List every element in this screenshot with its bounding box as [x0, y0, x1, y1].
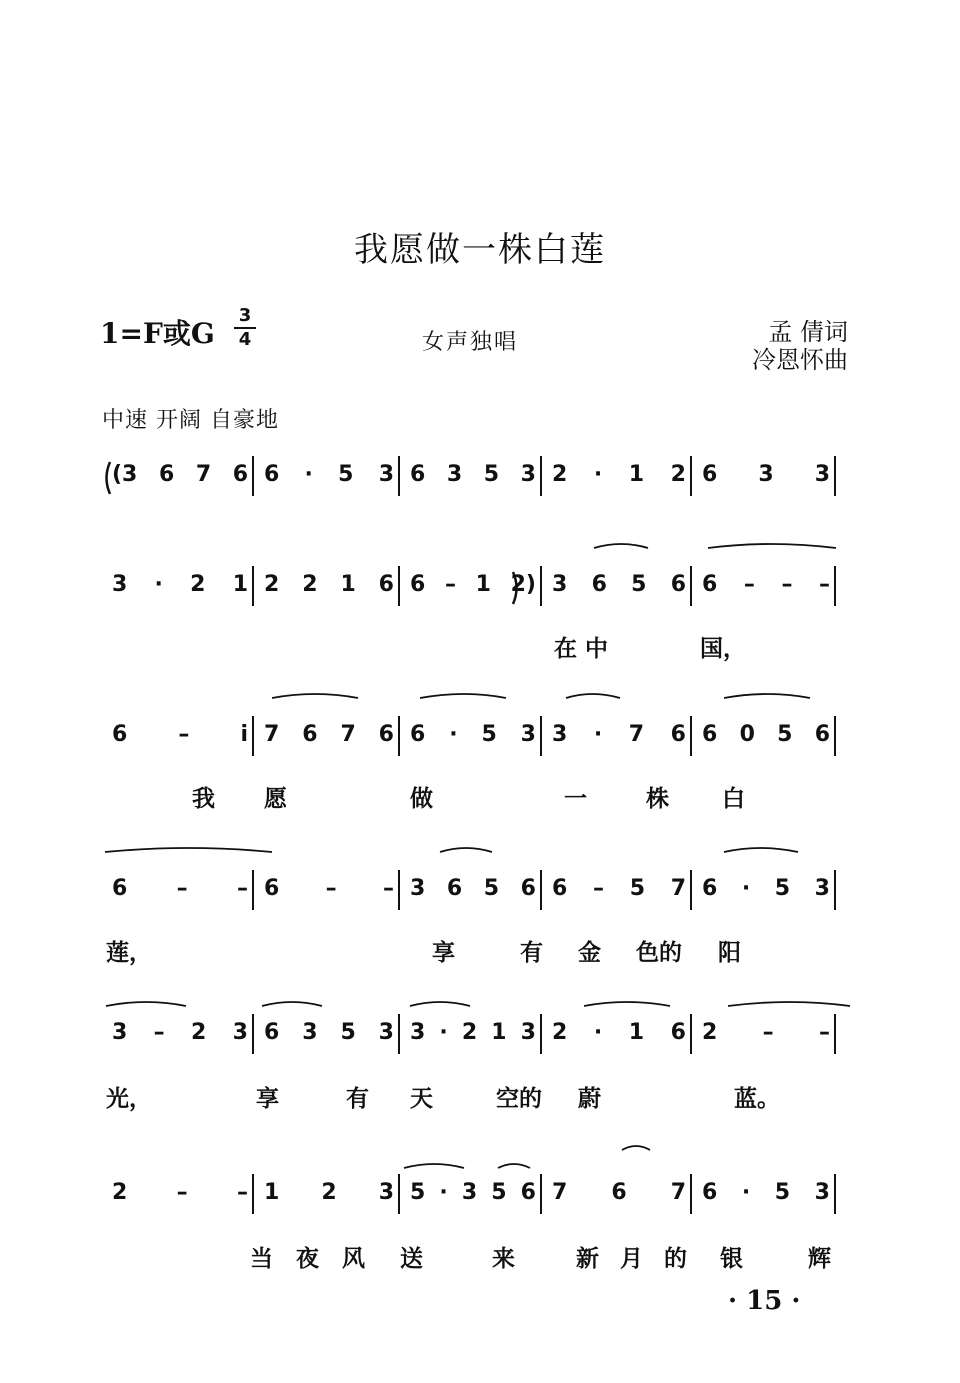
- note: 6: [410, 462, 426, 487]
- note: 6: [552, 876, 568, 901]
- note: 6: [264, 1020, 280, 1045]
- lyric-syllable: 天: [410, 1086, 433, 1112]
- lyric-syllable: 送: [400, 1246, 423, 1272]
- note: 3: [232, 1020, 248, 1045]
- note: 2: [264, 572, 280, 597]
- note: ·: [593, 462, 603, 487]
- note: ·: [439, 1020, 448, 1045]
- note: 3: [378, 462, 394, 487]
- note: ·: [449, 722, 458, 747]
- lyric-syllable: 光，: [106, 1086, 152, 1112]
- lyric-syllable: 白: [722, 786, 745, 812]
- note: –: [781, 572, 793, 597]
- note: 2: [321, 1180, 337, 1205]
- note: 6: [264, 876, 280, 901]
- note: –: [819, 1020, 830, 1045]
- note: 2): [510, 572, 536, 597]
- note: 6: [670, 722, 686, 747]
- note: 3: [378, 1180, 394, 1205]
- note: 6: [591, 572, 607, 597]
- note: 6: [702, 876, 718, 901]
- note: 7: [195, 462, 212, 487]
- note: 6: [112, 876, 128, 901]
- bracket-open: [107, 462, 111, 494]
- note: 3: [520, 1020, 536, 1045]
- note: 2: [461, 1020, 478, 1045]
- note: 3: [814, 876, 830, 901]
- lyric-syllable: 的: [664, 1246, 687, 1272]
- note: 6: [264, 462, 280, 487]
- note: 6: [410, 572, 426, 597]
- lyric-syllable: 风: [342, 1246, 365, 1272]
- note: 3: [814, 462, 830, 487]
- lyric-syllable: 我: [192, 786, 215, 812]
- lyric-syllable: 当: [250, 1246, 273, 1272]
- note: ·: [304, 462, 313, 487]
- note: 1: [340, 572, 356, 597]
- note: 5: [483, 876, 500, 901]
- note: 2: [552, 1020, 568, 1045]
- note: 3: [378, 1020, 394, 1045]
- note: 1: [475, 572, 491, 597]
- lyric-syllable: 有: [346, 1086, 369, 1112]
- lyric-syllable: 蔚: [578, 1086, 601, 1112]
- note: 6: [378, 722, 394, 747]
- note: i: [240, 722, 248, 747]
- note: 3: [814, 1180, 830, 1205]
- note: 2: [670, 462, 686, 487]
- key-signature: 1=F或G: [100, 317, 215, 350]
- note: 2: [191, 1020, 207, 1045]
- note: 1: [491, 1020, 507, 1045]
- lyric-syllable: 色的: [636, 940, 682, 966]
- note: –: [819, 572, 830, 597]
- note: 2: [190, 572, 206, 597]
- note: 3: [410, 876, 426, 901]
- note: –: [237, 876, 248, 901]
- note: 3: [112, 1020, 128, 1045]
- note: 6: [112, 722, 128, 747]
- note: 5: [631, 572, 647, 597]
- note: –: [153, 1020, 165, 1045]
- note: 6: [520, 876, 536, 901]
- note: –: [593, 876, 604, 901]
- note: 6: [702, 572, 718, 597]
- lyric-syllable: 享: [432, 940, 455, 966]
- note: 3: [302, 1020, 318, 1045]
- note: 5: [410, 1180, 426, 1205]
- note: 6: [520, 1180, 536, 1205]
- lyric-syllable: 在 中: [554, 636, 609, 662]
- note: 1: [628, 1020, 645, 1045]
- note: 2: [552, 462, 568, 487]
- lyric-syllable: 蓝。: [734, 1086, 780, 1112]
- lyric-syllable: 来: [492, 1246, 515, 1272]
- note: 6: [670, 572, 686, 597]
- slurs: [105, 544, 850, 1168]
- lyric-syllable: 新: [576, 1246, 599, 1272]
- note: 5: [774, 1180, 791, 1205]
- song-title: 我愿做一株白莲: [354, 230, 606, 270]
- note: 3: [552, 572, 568, 597]
- note: 7: [628, 722, 645, 747]
- note: 2: [112, 1180, 128, 1205]
- note: 6: [702, 462, 718, 487]
- note: 7: [264, 722, 280, 747]
- performance-type: 女声独唱: [422, 330, 519, 355]
- note: –: [176, 1180, 188, 1205]
- page-number: · 15 ·: [728, 1286, 801, 1316]
- time-signature-top: 3: [238, 305, 252, 326]
- note: 6: [158, 462, 175, 487]
- note: 3: [552, 722, 568, 747]
- composer-credit: 冷恩怀曲: [752, 346, 848, 374]
- note: 3: [758, 462, 774, 487]
- note: –: [176, 876, 188, 901]
- note: 3: [446, 462, 463, 487]
- note: 7: [552, 1180, 568, 1205]
- note: 7: [670, 876, 686, 901]
- lyric-syllable: 空的: [496, 1086, 542, 1112]
- note: 5: [481, 722, 497, 747]
- note: 1: [264, 1180, 280, 1205]
- note: 6: [232, 462, 248, 487]
- note: 6: [702, 1180, 718, 1205]
- note: –: [383, 876, 394, 901]
- note: ·: [741, 1180, 751, 1205]
- lyric-syllable: 夜: [296, 1246, 319, 1272]
- note: –: [178, 722, 190, 747]
- note: 6: [702, 722, 718, 747]
- bracket-close: [513, 572, 517, 604]
- note: –: [237, 1180, 248, 1205]
- lyric-syllable: 株: [646, 786, 669, 812]
- lyric-syllable: 月: [620, 1246, 643, 1272]
- lyric-syllable: 阳: [718, 940, 741, 966]
- note: 6: [611, 1180, 627, 1205]
- note: –: [325, 876, 337, 901]
- note: 6: [302, 722, 318, 747]
- note: –: [762, 1020, 774, 1045]
- lyric-syllable: 国，: [700, 636, 746, 662]
- lyric-syllable: 有: [520, 940, 543, 966]
- lyric-syllable: 愿: [264, 786, 287, 812]
- note: 3: [520, 462, 536, 487]
- note: ·: [741, 876, 751, 901]
- lyric-syllable: 一: [564, 786, 587, 812]
- time-signature-bottom: 4: [238, 329, 252, 350]
- note: 5: [338, 462, 354, 487]
- note: (3: [112, 462, 138, 487]
- lyric-syllable: 金: [578, 940, 601, 966]
- note: ·: [593, 1020, 603, 1045]
- note: 1: [232, 572, 248, 597]
- tempo-marking: 中速 开阔 自豪地: [102, 408, 279, 433]
- note: –: [444, 572, 456, 597]
- note: 3: [410, 1020, 426, 1045]
- note: 5: [629, 876, 645, 901]
- note: 6: [670, 1020, 686, 1045]
- note: 6: [378, 572, 394, 597]
- note: 5: [774, 876, 791, 901]
- note: 3: [112, 572, 128, 597]
- note: –: [743, 572, 755, 597]
- note: 3: [461, 1180, 478, 1205]
- note: 2: [302, 572, 318, 597]
- note: 7: [670, 1180, 686, 1205]
- note: ·: [439, 1180, 448, 1205]
- note: 3: [520, 722, 536, 747]
- note: 6: [446, 876, 463, 901]
- lyric-syllable: 做: [410, 786, 433, 812]
- note: 0: [739, 722, 755, 747]
- note: 6: [814, 722, 830, 747]
- lyric-syllable: 享: [256, 1086, 279, 1112]
- note: 1: [628, 462, 645, 487]
- lyric-syllable: 辉: [808, 1246, 831, 1272]
- lyric-syllable: 莲，: [106, 940, 152, 966]
- lyric-syllable: 银: [720, 1246, 743, 1272]
- note: ·: [593, 722, 603, 747]
- note: 5: [777, 722, 793, 747]
- note: 7: [340, 722, 356, 747]
- note: 6: [410, 722, 426, 747]
- note: 5: [340, 1020, 356, 1045]
- note: ·: [154, 572, 163, 597]
- note: 5: [491, 1180, 507, 1205]
- lyricist-credit: 孟 倩词: [768, 318, 848, 346]
- note: 2: [702, 1020, 718, 1045]
- note: 5: [483, 462, 500, 487]
